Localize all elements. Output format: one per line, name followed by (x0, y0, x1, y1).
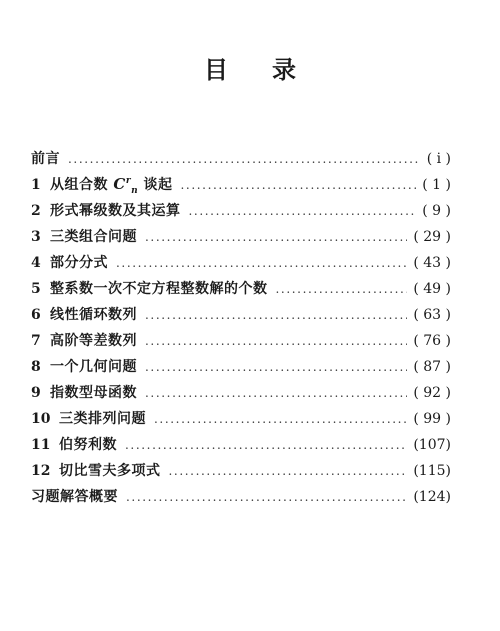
toc-entry-number: 11 (31, 437, 51, 453)
toc-entry-page: (124) (413, 489, 451, 505)
toc-entry-page: ( ⅰ ) (426, 151, 451, 167)
toc-entry-page: (115) (413, 463, 451, 479)
toc-entry-label: 整系数一次不定方程整数解的个数 (50, 281, 268, 297)
toc-entry-9[interactable] (31, 382, 451, 408)
toc-entry-page: ( 49 ) (413, 281, 451, 297)
toc-entry-number: 6 (31, 307, 41, 323)
dot-leader (68, 152, 421, 166)
title-char-2: 录 (272, 56, 296, 84)
dot-leader (154, 412, 407, 426)
toc-entry-number: 10 (31, 411, 51, 427)
combination-symbol: $C^r_n$ (113, 175, 139, 196)
toc-entry-page: ( 76 ) (413, 333, 451, 349)
toc-entry-label: 形式幂级数及其运算 (50, 203, 181, 219)
toc-entry-label (50, 174, 173, 196)
toc-entry-label: 习题解答概要 (31, 489, 118, 505)
table-of-contents (31, 148, 451, 512)
dot-leader (126, 490, 407, 504)
dot-leader (145, 308, 407, 322)
toc-entry-number: 9 (31, 385, 41, 401)
toc-entry-label: 前言 (31, 151, 60, 167)
dot-leader (125, 438, 407, 452)
toc-entry-page: ( 29 ) (413, 229, 451, 245)
toc-entry-1[interactable] (31, 174, 451, 200)
dot-leader (116, 256, 407, 270)
dot-leader (145, 386, 407, 400)
toc-entry-label: 三类组合问题 (50, 229, 137, 245)
toc-entry-number: 12 (31, 463, 51, 479)
toc-entry-label: 一个几何问题 (50, 359, 137, 375)
label-before: 从组合数 (50, 177, 114, 193)
toc-entry-page: ( 1 ) (422, 177, 451, 193)
toc-entry-number: 2 (31, 203, 41, 219)
toc-entry-label: 指数型母函数 (50, 385, 137, 401)
dot-leader (189, 204, 417, 218)
toc-entry-exercise-answers[interactable] (31, 486, 451, 512)
toc-entry-number: 8 (31, 359, 41, 375)
toc-entry-preface[interactable] (31, 148, 451, 174)
toc-entry-6[interactable] (31, 304, 451, 330)
toc-entry-number: 1 (31, 177, 41, 193)
toc-entry-label: 部分分式 (50, 255, 108, 271)
toc-entry-8[interactable] (31, 356, 451, 382)
toc-entry-page: ( 92 ) (413, 385, 451, 401)
toc-entry-page: ( 63 ) (413, 307, 451, 323)
toc-entry-5[interactable] (31, 278, 451, 304)
toc-entry-page: ( 9 ) (422, 203, 451, 219)
toc-entry-11[interactable] (31, 434, 451, 460)
toc-entry-12[interactable] (31, 460, 451, 486)
toc-entry-label: 三类排列问题 (59, 411, 146, 427)
toc-entry-2[interactable] (31, 200, 451, 226)
toc-entry-page: (107) (413, 437, 451, 453)
toc-entry-page: ( 99 ) (413, 411, 451, 427)
toc-entry-10[interactable] (31, 408, 451, 434)
toc-entry-number: 5 (31, 281, 41, 297)
toc-entry-page: ( 43 ) (413, 255, 451, 271)
page-title (0, 50, 500, 85)
toc-entry-label: 切比雪夫多项式 (59, 463, 161, 479)
toc-entry-label: 高阶等差数列 (50, 333, 137, 349)
dot-leader (169, 464, 408, 478)
toc-entry-3[interactable] (31, 226, 451, 252)
dot-leader (145, 230, 407, 244)
dot-leader (181, 178, 417, 192)
dot-leader (276, 282, 408, 296)
title-char-1: 目 (204, 56, 228, 84)
toc-entry-label: 线性循环数列 (50, 307, 137, 323)
toc-entry-label: 伯努利数 (59, 437, 117, 453)
toc-entry-4[interactable] (31, 252, 451, 278)
toc-entry-number: 7 (31, 333, 41, 349)
toc-entry-number: 3 (31, 229, 41, 245)
dot-leader (145, 360, 407, 374)
toc-entry-page: ( 87 ) (413, 359, 451, 375)
toc-entry-7[interactable] (31, 330, 451, 356)
dot-leader (145, 334, 407, 348)
label-after: 谈起 (138, 177, 173, 193)
toc-entry-number: 4 (31, 255, 41, 271)
